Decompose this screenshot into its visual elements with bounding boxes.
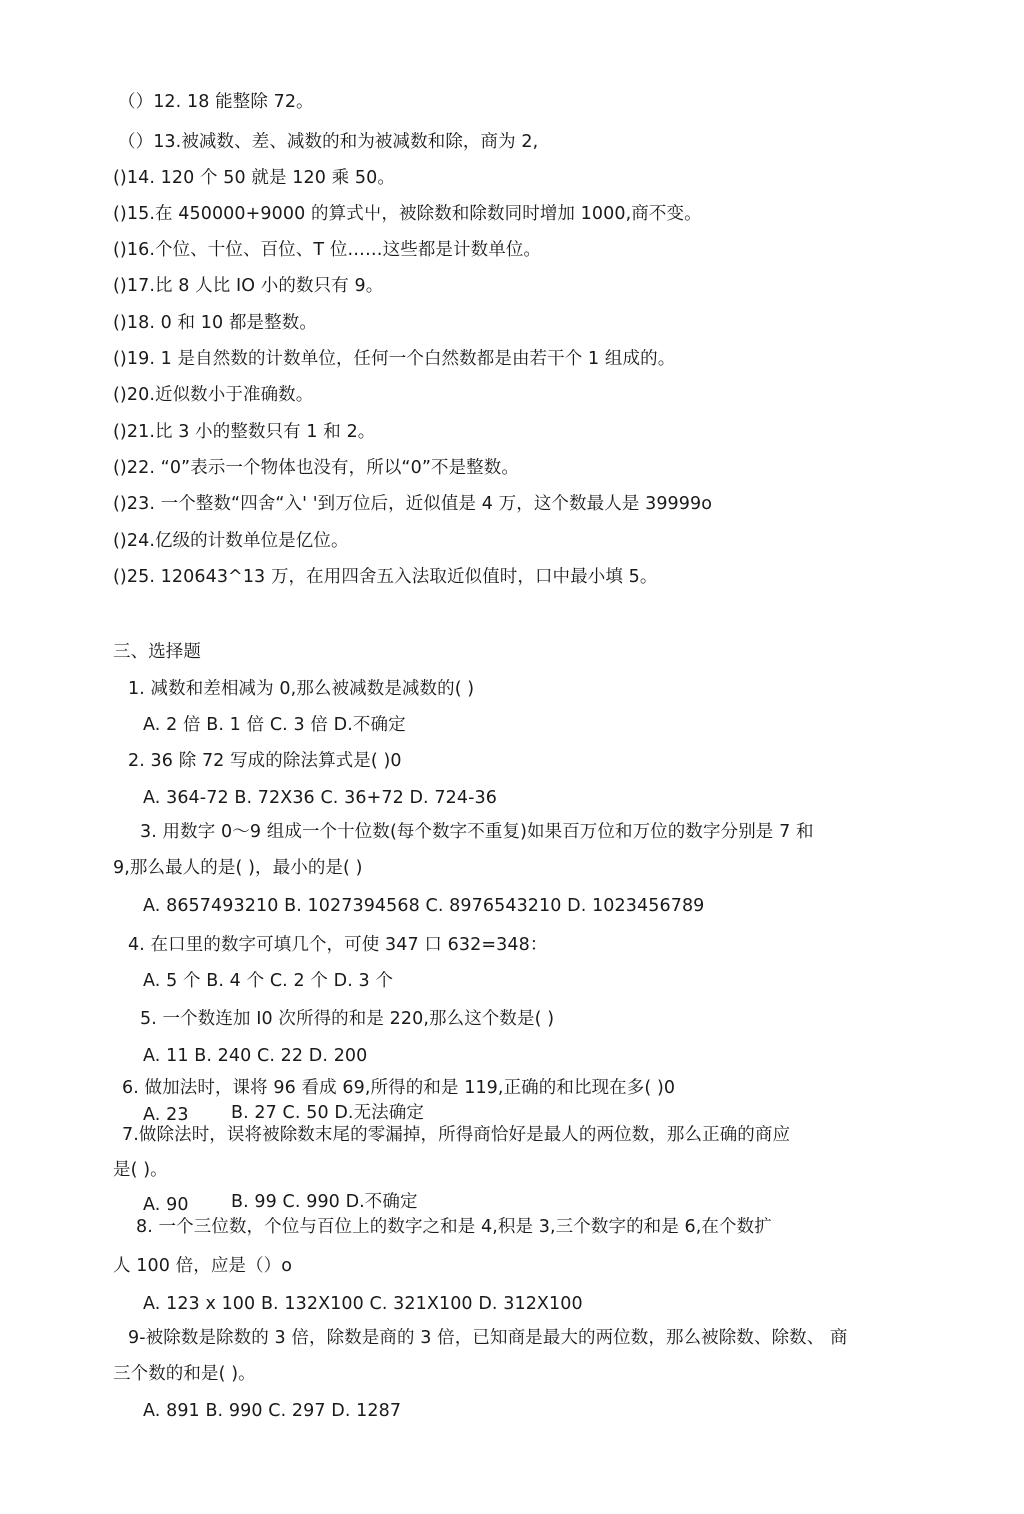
section-title: 三、选择题 (113, 642, 201, 662)
choice-options-9: A. 891 B. 990 C. 297 D. 1287 (143, 1401, 402, 1421)
judgement-item-14: ()14. 120 个 50 就是 120 乘 50。 (113, 168, 395, 188)
choice-question-9: 9-被除数是除数的 3 倍，除数是商的 3 倍，已知商是最大的两位数，那么被除数、除数、 商 (128, 1328, 848, 1348)
choice-question-3: 3. 用数字 0～9 组成一个十位数(每个数字不重复)如果百万位和万位的数字分别是 7 和 (140, 822, 814, 842)
judgement-item-13: （）13.被减数、差、减数的和为被减数和除，商为 2, (118, 132, 539, 152)
judgement-item-21: ()21.比 3 小的整数只有 1 和 2。 (113, 422, 376, 442)
judgement-item-22: ()22. “0”表示一个物体也没有，所以“0”不是整数。 (113, 458, 519, 478)
choice-question-7: 7.做除法时，误将被除数末尾的零漏掉，所得商恰好是最人的两位数，那么正确的商应 (122, 1125, 791, 1145)
choice-question-8: 8. 一个三位数，个位与百位上的数字之和是 4,积是 3,三个数字的和是 6,在个数扩 (136, 1217, 772, 1237)
choice-question-2: 2. 36 除 72 写成的除法算式是( )0 (128, 751, 402, 771)
judgement-item-18: ()18. 0 和 10 都是整数。 (113, 313, 317, 333)
choice-options-1: A. 2 倍 B. 1 倍 C. 3 倍 D.不确定 (143, 715, 406, 735)
choice-option-7a: A. 90 (143, 1195, 189, 1215)
judgement-item-16: ()16.个位、十位、百位、T 位……这些都是计数单位。 (113, 240, 542, 260)
choice-options-8: A. 123 x 100 B. 132X100 C. 321X100 D. 312X100 (143, 1294, 583, 1314)
choice-question-8-cont: 人 100 倍，应是（）o (113, 1256, 293, 1276)
choice-options-3: A. 8657493210 B. 1027394568 C. 8976543210 D. 1023456789 (143, 896, 705, 916)
judgement-item-24: ()24.亿级的计数单位是亿位。 (113, 531, 349, 551)
choice-question-6: 6. 做加法时，课将 96 看成 69,所得的和是 119,正确的和比现在多( )0 (122, 1078, 676, 1098)
choice-question-3-cont: 9,那么最人的是( )，最小的是( ) (113, 858, 363, 878)
judgement-item-12: （）12. 18 能整除 72。 (118, 92, 314, 112)
judgement-item-17: ()17.比 8 人比 IO 小的数只有 9。 (113, 276, 384, 296)
choice-options-2: A. 364-72 B. 72X36 C. 36+72 D. 724-36 (143, 788, 497, 808)
judgement-item-15: ()15.在 450000+9000 的算式屮，被除数和除数同时增加 1000,商不变。 (113, 204, 702, 224)
choice-question-5: 5. 一个数连加 I0 次所得的和是 220,那么这个数是( ) (140, 1009, 555, 1029)
choice-options-7b: B. 99 C. 990 D.不确定 (231, 1192, 418, 1212)
choice-question-9-cont: 三个数的和是( )。 (113, 1364, 256, 1384)
choice-options-6b: B. 27 C. 50 D.无法确定 (231, 1103, 424, 1123)
choice-question-1: 1. 减数和差相减为 0,那么被减数是减数的( ) (128, 679, 475, 699)
choice-question-4: 4. 在口里的数字可填几个，可使 347 口 632=348： (128, 935, 548, 955)
judgement-item-19: ()19. 1 是自然数的计数单位，任何一个白然数都是由若干个 1 组成的。 (113, 349, 676, 369)
choice-options-4: A. 5 个 B. 4 个 C. 2 个 D. 3 个 (143, 971, 394, 991)
judgement-item-20: ()20.近似数小于准确数。 (113, 385, 314, 405)
choice-options-5: A. 11 B. 240 C. 22 D. 200 (143, 1046, 368, 1066)
choice-question-7-cont: 是( )。 (113, 1160, 168, 1180)
judgement-item-23: ()23. 一个整数“四舍“入' '到万位后，近似值是 4 万，这个数最人是 39999o (113, 494, 713, 514)
judgement-item-25: ()25. 120643^13 万，在用四舍五入法取近似值时，口中最小填 5。 (113, 567, 658, 587)
choice-option-6a: A. 23 (143, 1105, 189, 1125)
